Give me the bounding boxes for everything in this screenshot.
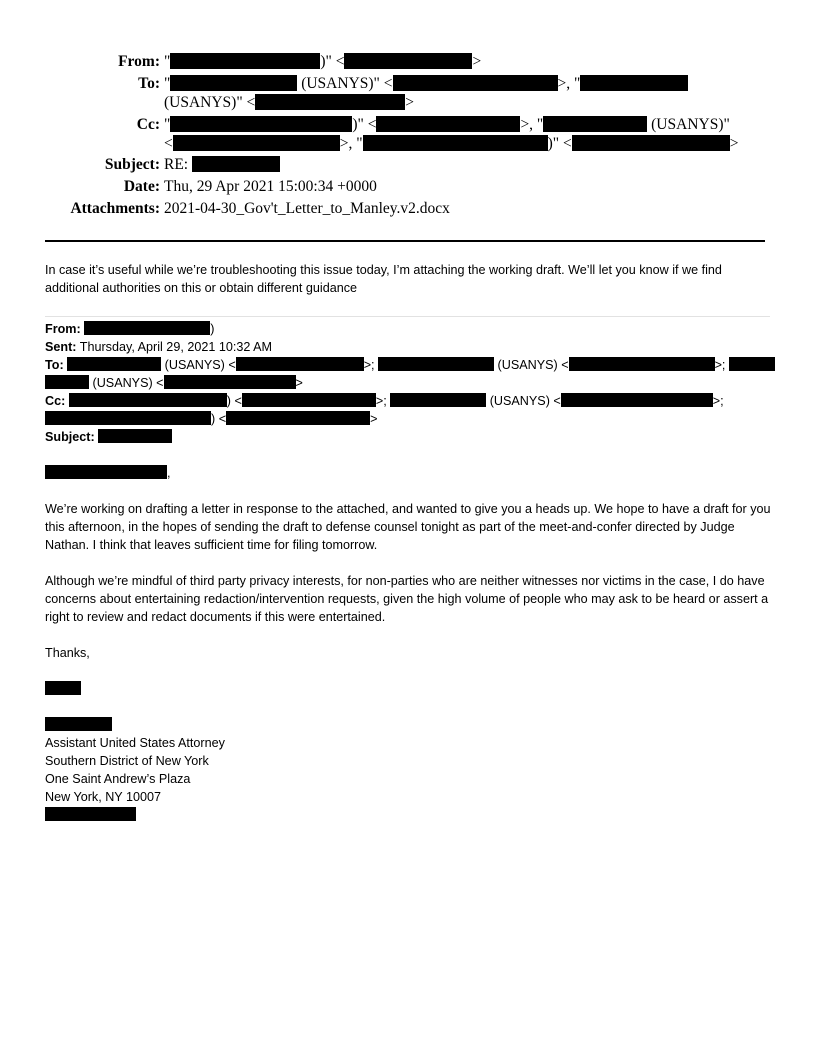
redaction-box bbox=[729, 357, 775, 371]
signature-name bbox=[45, 716, 112, 734]
redaction-box bbox=[45, 465, 167, 479]
redaction-box bbox=[170, 75, 297, 91]
subject-label: Subject: bbox=[104, 156, 160, 173]
header-divider bbox=[45, 240, 765, 242]
signature-initials bbox=[45, 680, 81, 698]
redaction-box bbox=[45, 411, 211, 425]
redaction-box bbox=[376, 116, 520, 132]
header-from-row: From: " )" < > bbox=[118, 53, 482, 70]
header-cc-row: Cc: " )" < >, " (USANYS)" bbox=[136, 116, 730, 133]
quoted-cc-row: Cc: ) < >; (USANYS) < >; bbox=[45, 394, 724, 408]
redaction-box bbox=[572, 135, 730, 151]
signature-office: Southern District of New York bbox=[45, 754, 209, 768]
signature-title: Assistant United States Attorney bbox=[45, 736, 225, 750]
intro-paragraph: In case it’s useful while we’re troubleshooting this issue today, I’m attaching the working draft. We’ll let you know if we find additional authorities on this or obtain different guidance bbox=[45, 263, 722, 295]
redaction-box bbox=[45, 375, 89, 389]
signature-phone bbox=[45, 806, 136, 824]
redaction-box bbox=[67, 357, 161, 371]
date-value: Thu, 29 Apr 2021 15:00:34 +0000 bbox=[164, 178, 377, 195]
redaction-box bbox=[393, 75, 558, 91]
subject-value: RE: bbox=[164, 156, 189, 173]
from-label: From: bbox=[118, 53, 160, 70]
quoted-to-row-continued: (USANYS) < > bbox=[45, 374, 303, 392]
quoted-subject-row: Subject: bbox=[45, 428, 172, 446]
redaction-box bbox=[561, 393, 713, 407]
signature-street: One Saint Andrew’s Plaza bbox=[45, 772, 191, 786]
date-label: Date: bbox=[123, 178, 160, 195]
signature-city: New York, NY 10007 bbox=[45, 790, 161, 804]
redaction-box bbox=[170, 53, 320, 69]
redaction-box bbox=[170, 116, 352, 132]
redaction-box bbox=[543, 116, 647, 132]
redaction-box bbox=[226, 411, 370, 425]
redaction-box bbox=[236, 357, 364, 371]
header-to-row: To: " (USANYS)" < >, " bbox=[0, 74, 816, 94]
redaction-box bbox=[192, 156, 280, 172]
header-cc-row-continued: < >, " )" < > bbox=[164, 135, 739, 152]
redaction-box bbox=[164, 375, 296, 389]
quoted-sent-value: Thursday, April 29, 2021 10:32 AM bbox=[76, 340, 273, 354]
redaction-box bbox=[390, 393, 486, 407]
quoted-from-row: From: ) bbox=[45, 322, 215, 336]
salutation: , bbox=[45, 464, 171, 482]
header-to-row-continued: (USANYS)" < > bbox=[164, 94, 415, 111]
cc-label: Cc: bbox=[136, 116, 160, 133]
quoted-sent-row: Sent: Thursday, April 29, 2021 10:32 AM bbox=[45, 340, 273, 354]
redaction-box bbox=[45, 717, 112, 731]
quoted-to-row: To: (USANYS) < >; (USANYS) < >; bbox=[45, 356, 775, 374]
to-label: To: bbox=[138, 75, 160, 92]
header-attachments-row bbox=[0, 199, 816, 219]
body-paragraph-2: Although we’re mindful of third party privacy interests, for non-parties who are neither witnesses nor victims in the case, I do have concerns about entertaining redaction/intervention requests, given the high volume of people who may ask to be heard or assert a right to review and redact documents if this were entertained. bbox=[45, 574, 769, 624]
redaction-box bbox=[173, 135, 340, 151]
attachments-label: Attachments: bbox=[70, 200, 160, 217]
redaction-box bbox=[569, 357, 715, 371]
header-date-row bbox=[0, 177, 816, 197]
redaction-box bbox=[255, 94, 405, 110]
attachment-filename: 2021-04-30_Gov't_Letter_to_Manley.v2.docx bbox=[164, 200, 450, 217]
redaction-box bbox=[378, 357, 494, 371]
redaction-box bbox=[242, 393, 376, 407]
redaction-box bbox=[45, 807, 136, 821]
quoted-divider bbox=[45, 316, 770, 317]
redaction-box bbox=[84, 321, 210, 335]
redaction-box bbox=[98, 429, 172, 443]
header-subject-row bbox=[0, 155, 816, 175]
redaction-box bbox=[45, 681, 81, 695]
quoted-cc-row-continued: ) < > bbox=[45, 410, 377, 428]
redaction-box bbox=[344, 53, 472, 69]
redaction-box bbox=[69, 393, 227, 407]
body-paragraph-1: We’re working on drafting a letter in response to the attached, and wanted to give you a heads up. We hope to have a draft for you this afternoon, in the hopes of sending the draft to defense counsel tonight as part of the meet-and-confer directed by Judge Nathan. I think that leaves sufficient time for filing tomorrow. bbox=[45, 502, 771, 552]
redaction-box bbox=[363, 135, 548, 151]
closing: Thanks, bbox=[45, 646, 90, 660]
redaction-box bbox=[580, 75, 688, 91]
